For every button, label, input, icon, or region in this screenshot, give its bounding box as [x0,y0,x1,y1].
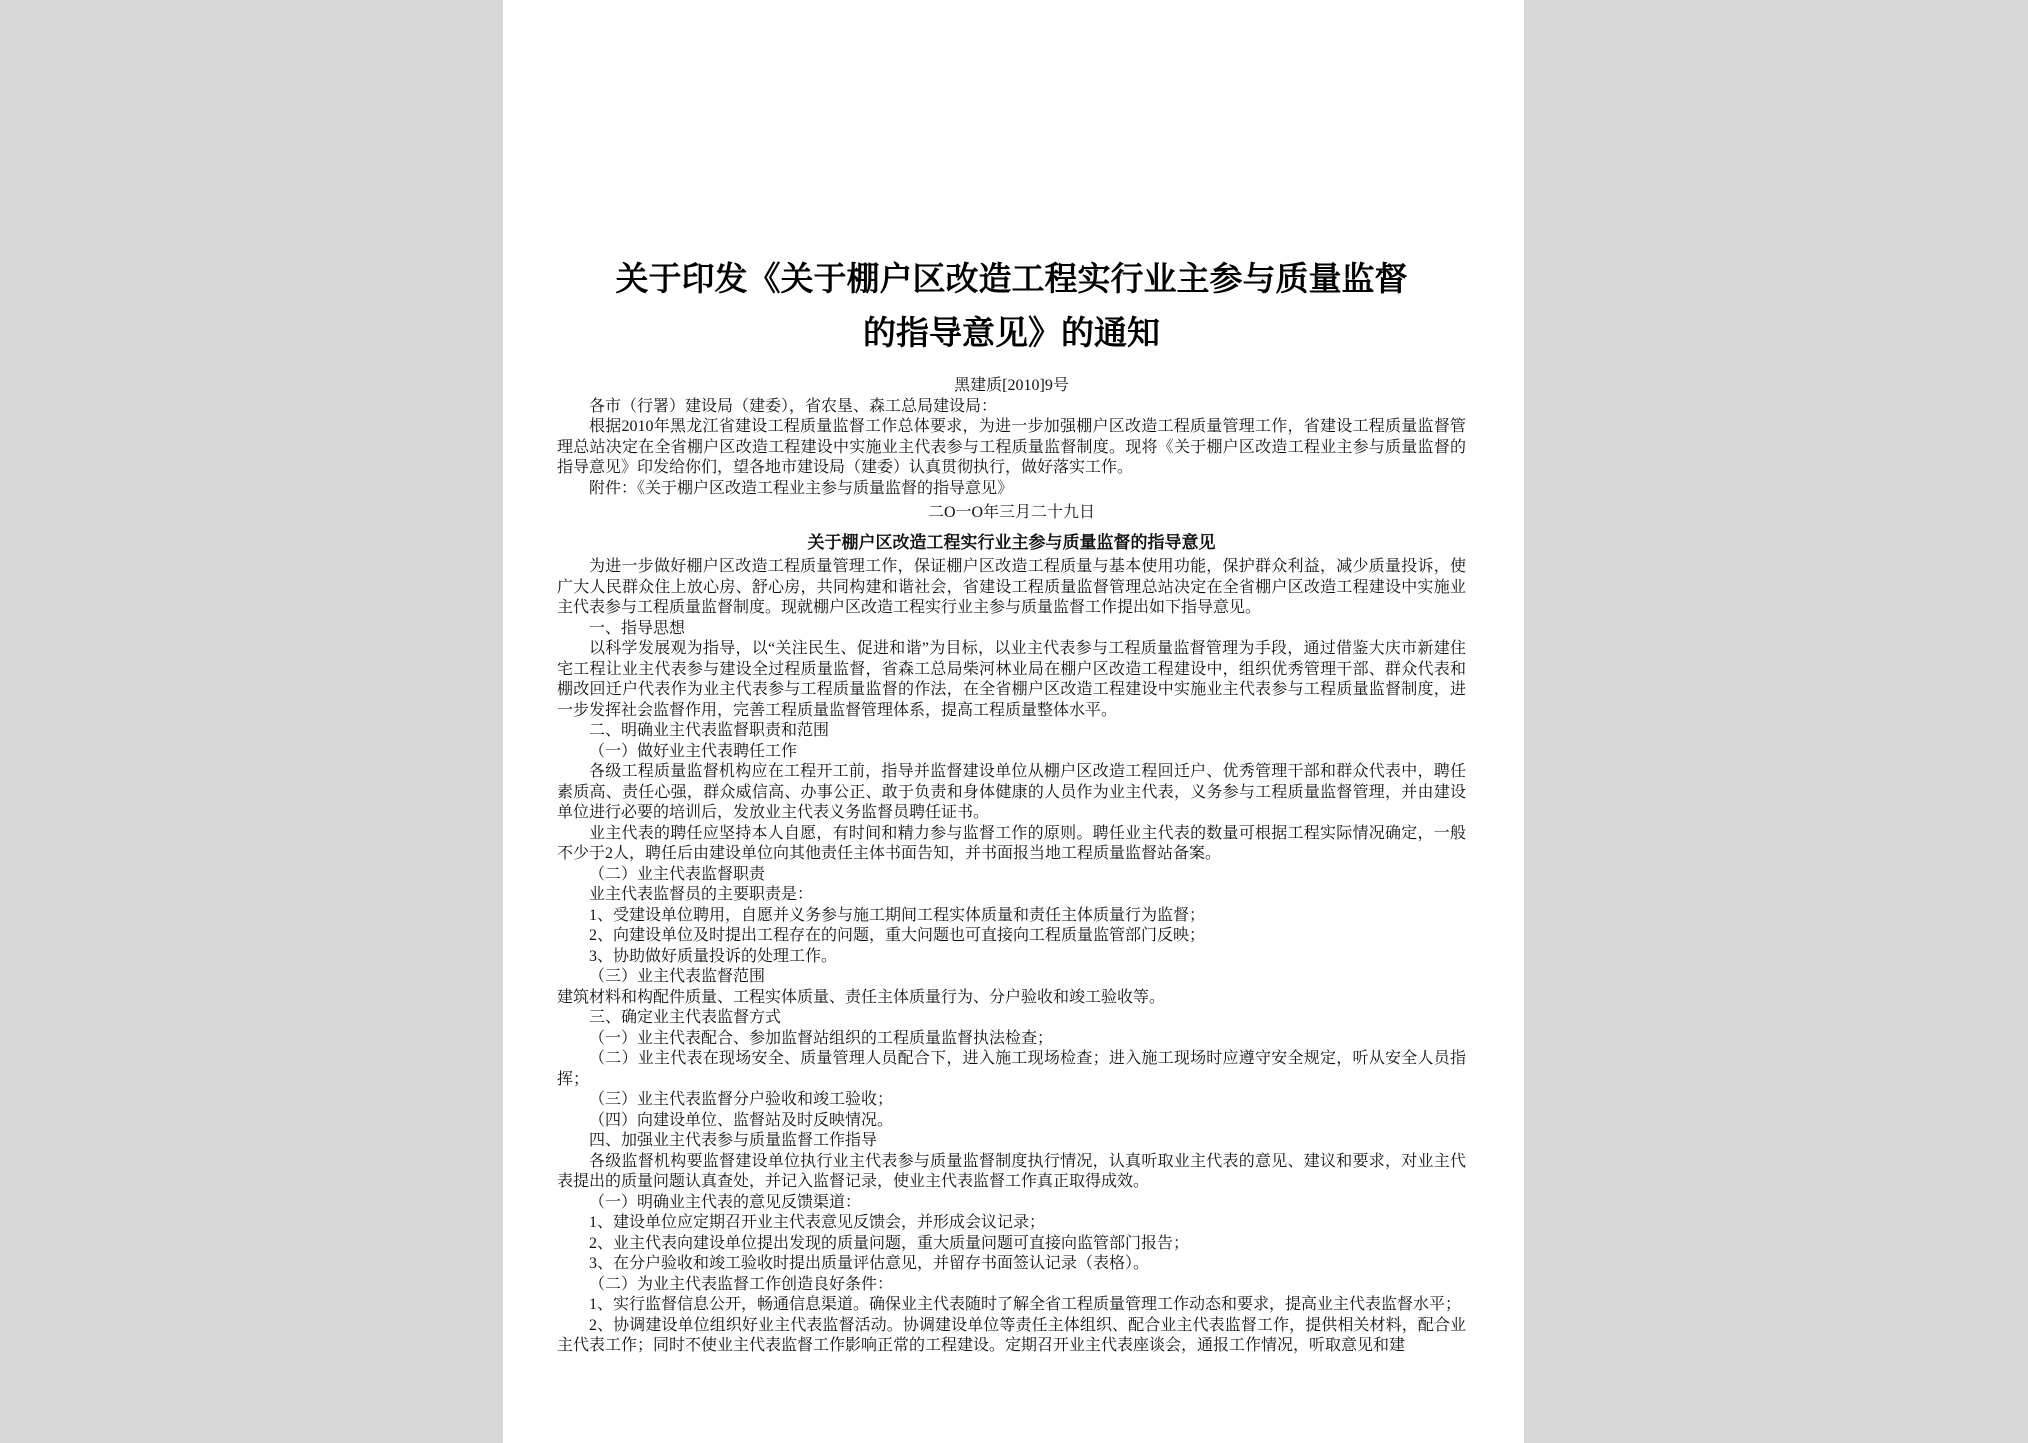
paragraph: 根据2010年黑龙江省建设工程质量监督工作总体要求，为进一步加强棚户区改造工程质量管理工作，省建设工程质量监督管理总站决定在全省棚户区改造工程建设中实施业主代表参与工程质量监督制度。现将《关于棚户区改造工程业主参与质量监督的指导意见》印发给你们，望各地市建设局（建委）认真贯彻执行，做好落实工作。 [557,418,1466,476]
paragraph: （一）做好业主代表聘任工作 [589,742,798,760]
paragraph: 2、向建设单位及时提出工程存在的问题，重大问题也可直接向工程质量监管部门反映； [589,927,1206,944]
document-number: 黑建质[2010]9号 [954,377,1069,394]
paragraph: 3、在分户验收和竣工验收时提出质量评估意见，并留存书面签认记录（表格）。 [589,1255,1150,1272]
paragraph: 1、受建设单位聘用，自愿并义务参与施工期间工程实体质量和责任主体质量行为监督； [589,906,1206,924]
paragraph: （三）业主代表监督分户验收和竣工验收； [589,1091,894,1108]
paragraph: 附件：《关于棚户区改造工程业主参与质量监督的指导意见》 [589,479,1014,497]
paragraph: 1、实行监督信息公开，畅通信息渠道。确保业主代表随时了解全省工程质量管理工作动态和要求，提高业主代表监督水平； [589,1296,1462,1313]
document-body [557,397,1466,1357]
paragraph: （二）业主代表在现场安全、质量管理人员配合下，进入施工现场检查；进入施工现场时应遵守安全规定，听从安全人员指挥； [557,1050,1466,1088]
paragraph: 业主代表监督员的主要职责是： [589,886,814,903]
paragraph: 三、确定业主代表监督方式 [589,1009,782,1026]
paragraph: （三）业主代表监督范围 [589,968,766,985]
paragraph: 一、指导思想 [589,619,686,637]
paragraph: （一）明确业主代表的意见反馈渠道： [589,1193,862,1211]
paragraph: （一）业主代表配合、参加监督站组织的工程质量监督执法检查； [589,1029,1054,1047]
document-title [557,252,1466,360]
paragraph: 四、加强业主代表参与质量监督工作指导 [589,1132,878,1149]
document-title-line2: 的指导意见》的通知 [863,314,1160,351]
document-title-line1: 关于印发《关于棚户区改造工程实行业主参与质量监督 [615,260,1408,297]
paragraph: 2、业主代表向建设单位提出发现的质量问题，重大质量问题可直接向监管部门报告； [589,1234,1190,1252]
paragraph: 业主代表的聘任应坚持本人自愿，有时间和精力参与监督工作的原则。聘任业主代表的数量可根据工程实际情况确定，一般不少于2人，聘任后由建设单位向其他责任主体书面告知，并书面报当地工程质量监督站备案。 [557,824,1466,862]
paragraph: （二）业主代表监督职责 [589,865,766,883]
paragraph: 各级工程质量监督机构应在工程开工前，指导并监督建设单位从棚户区改造工程回迁户、优秀管理干部和群众代表中，聘任素质高、责任心强，群众威信高、办事公正、敢于负责和身体健康的人员作为业主代表，义务参与工程质量监督管理，并由建设单位进行必要的培训后，发放业主代表义务监督员聘任证书。 [557,763,1466,821]
paragraph: （二）为业主代表监督工作创造良好条件： [589,1275,894,1293]
paragraph: 以科学发展观为指导，以“关注民生、促进和谐”为目标，以业主代表参与工程质量监督管理为手段，通过借鉴大庆市新建住宅工程让业主代表参与建设全过程质量监督，省森工总局柴河林业局在棚户区改造工程建设中，组织优秀管理干部、群众代表和棚改回迁户代表作为业主代表参与工程质量监督的作法，在全省棚户区改造工程建设中实施业主代表参与工程质量监督制度，进一步发挥社会监督作用，完善工程质量监督管理体系，提高工程质量整体水平。 [557,640,1466,719]
paragraph: （四）向建设单位、监督站及时反映情况。 [589,1111,894,1129]
paragraph: 1、建设单位应定期召开业主代表意见反馈会，并形成会议记录； [589,1214,1046,1231]
paragraph: 各级监督机构要监督建设单位执行业主代表参与质量监督制度执行情况，认真听取业主代表的意见、建议和要求，对业主代表提出的质量问题认真查处，并记入监督记录，使业主代表监督工作真正取得成效。 [557,1152,1466,1190]
paragraph: 2、协调建设单位组织好业主代表监督活动。协调建设单位等责任主体组织、配合业主代表监督工作，提供相关材料，配合业主代表工作；同时不使业主代表监督工作影响正常的工程建设。定期召开业主代表座谈会，通报工作情况，听取意见和建 [557,1316,1466,1354]
paragraph: 为进一步做好棚户区改造工程质量管理工作，保证棚户区改造工程质量与基本使用功能，保护群众利益，减少质量投诉，使广大人民群众住上放心房、舒心房，共同构建和谐社会，省建设工程质量监督管理总站决定在全省棚户区改造工程建设中实施业主代表参与工程质量监督制度。现就棚户区改造工程实行业主参与质量监督工作提出如下指导意见。 [557,558,1466,616]
paragraph: 建筑材料和构配件质量、工程实体质量、责任主体质量行为、分户验收和竣工验收等。 [557,988,1166,1006]
document-date: 二O一O年三月二十九日 [927,504,1096,521]
attachment-heading: 关于棚户区改造工程实行业主参与质量监督的指导意见 [807,532,1216,552]
paragraph: 各市（行署）建设局（建委），省农垦、森工总局建设局： [589,397,998,415]
paragraph: 3、协助做好质量投诉的处理工作。 [589,947,838,965]
paragraph: 二、明确业主代表监督职责和范围 [589,722,830,739]
document-page [503,0,1524,1443]
